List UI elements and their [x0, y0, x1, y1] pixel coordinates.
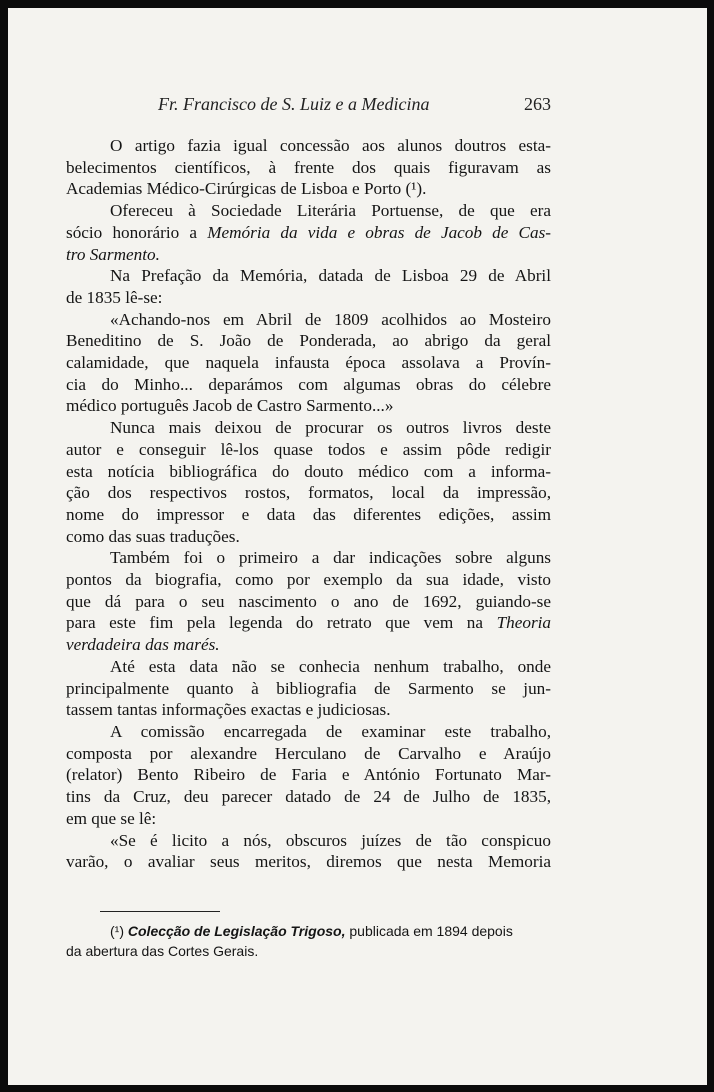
text-line: Também foi o primeiro a dar indicações sobre alguns — [110, 548, 551, 568]
book-title: tro Sarmento. — [66, 244, 160, 264]
text-line: Academias Médico-Cirúrgicas de Lisboa e Porto (¹). — [66, 179, 427, 199]
text-run: sócio honorário a — [66, 222, 208, 242]
text-line: tassem tantas informações exactas e judiciosas. — [66, 700, 391, 720]
text-line: Ofereceu à Sociedade Literária Portuense, de que era — [110, 201, 551, 221]
text-line: principalmente quanto à bibliografia de Sarmento se jun- — [66, 678, 551, 698]
paragraph-4-quote — [66, 309, 551, 418]
paragraph-2 — [66, 200, 551, 265]
footnote-line: da abertura das Cortes Gerais. — [66, 943, 259, 959]
footnote — [66, 921, 551, 961]
text-line: Beneditino de S. João de Ponderada, ao abrigo da geral — [66, 331, 551, 351]
text-line: (relator) Bento Ribeiro de Faria e António Fortunato Mar- — [66, 765, 551, 785]
text-line: calamidade, que naquela infausta época assolava a Provín- — [66, 353, 551, 373]
paragraph-1 — [66, 135, 551, 200]
text-line: belecimentos científicos, à frente dos quais figuravam as — [66, 157, 551, 177]
text-line — [66, 612, 551, 634]
paragraph-6 — [66, 547, 551, 656]
paragraph-8 — [66, 721, 551, 830]
text-line: pontos da biografia, como por exemplo da sua idade, visto — [66, 570, 551, 590]
text-line — [66, 222, 551, 244]
text-line: composta por alexandre Herculano de Carvalho e Araújo — [66, 743, 551, 763]
footnote-divider — [100, 911, 220, 912]
text-line: varão, o avaliar seus meritos, diremos que nesta Memoria — [66, 852, 551, 872]
text-line: «Se é licito a nós, obscuros juízes de tão conspicuo — [110, 830, 551, 850]
paragraph-5 — [66, 417, 551, 547]
text-line: A comissão encarregada de examinar este trabalho, — [110, 721, 551, 741]
running-header — [158, 94, 551, 120]
text-line: Até esta data não se conhecia nenhum trabalho, onde — [110, 656, 551, 676]
book-title: verdadeira das marés. — [66, 635, 220, 655]
text-line — [66, 244, 551, 266]
book-page — [8, 8, 707, 1085]
text-line: que dá para o seu nascimento o ano de 1692, guiando-se — [66, 591, 551, 611]
text-line: cia do Minho... deparámos com algumas obras do célebre — [66, 374, 551, 394]
footnote-text: publicada em 1894 depois — [345, 923, 513, 939]
text-line: de 1835 lê-se: — [66, 287, 163, 307]
text-line: «Achando-nos em Abril de 1809 acolhidos ao Mosteiro — [110, 309, 551, 329]
running-title: Fr. Francisco de S. Luiz e a Medicina — [158, 94, 430, 114]
paragraph-9-quote — [66, 830, 551, 873]
text-line: O artigo fazia igual concessão aos alunos doutros esta- — [110, 136, 551, 155]
paragraph-3 — [66, 265, 551, 308]
text-line: Nunca mais deixou de procurar os outros livros deste — [110, 418, 551, 438]
body-text — [66, 135, 551, 873]
paragraph-7 — [66, 656, 551, 721]
text-line: tins da Cruz, deu parecer datado de 24 de Julho de 1835, — [66, 787, 551, 807]
text-line: esta notícia bibliográfica do douto médico com a informa- — [66, 461, 551, 481]
text-line: autor e conseguir lê-los quase todos e assim pôde redigir — [66, 439, 551, 459]
footnote-title: Colecção de Legislação Trigoso, — [127, 923, 346, 939]
text-line: Na Prefação da Memória, datada de Lisboa 29 de Abril — [110, 266, 551, 286]
page-number: 263 — [524, 94, 551, 114]
text-line: médico português Jacob de Castro Sarmento...» — [66, 396, 394, 416]
text-line: nome do impressor e data das diferentes edições, assim — [66, 504, 551, 524]
text-line: ção dos respectivos rostos, formatos, local da impressão, — [66, 483, 551, 503]
text-run: para este fim pela legenda do retrato que vem na — [66, 613, 497, 633]
text-line: como das suas traduções. — [66, 526, 240, 546]
footnote-line — [66, 921, 551, 941]
footnote-marker: (¹) — [110, 923, 124, 939]
text-line: em que se lê: — [66, 808, 157, 828]
text-line — [66, 634, 551, 656]
book-title: Theoria — [496, 613, 551, 633]
book-title: Memória da vida e obras de Jacob de Cas- — [207, 222, 551, 242]
